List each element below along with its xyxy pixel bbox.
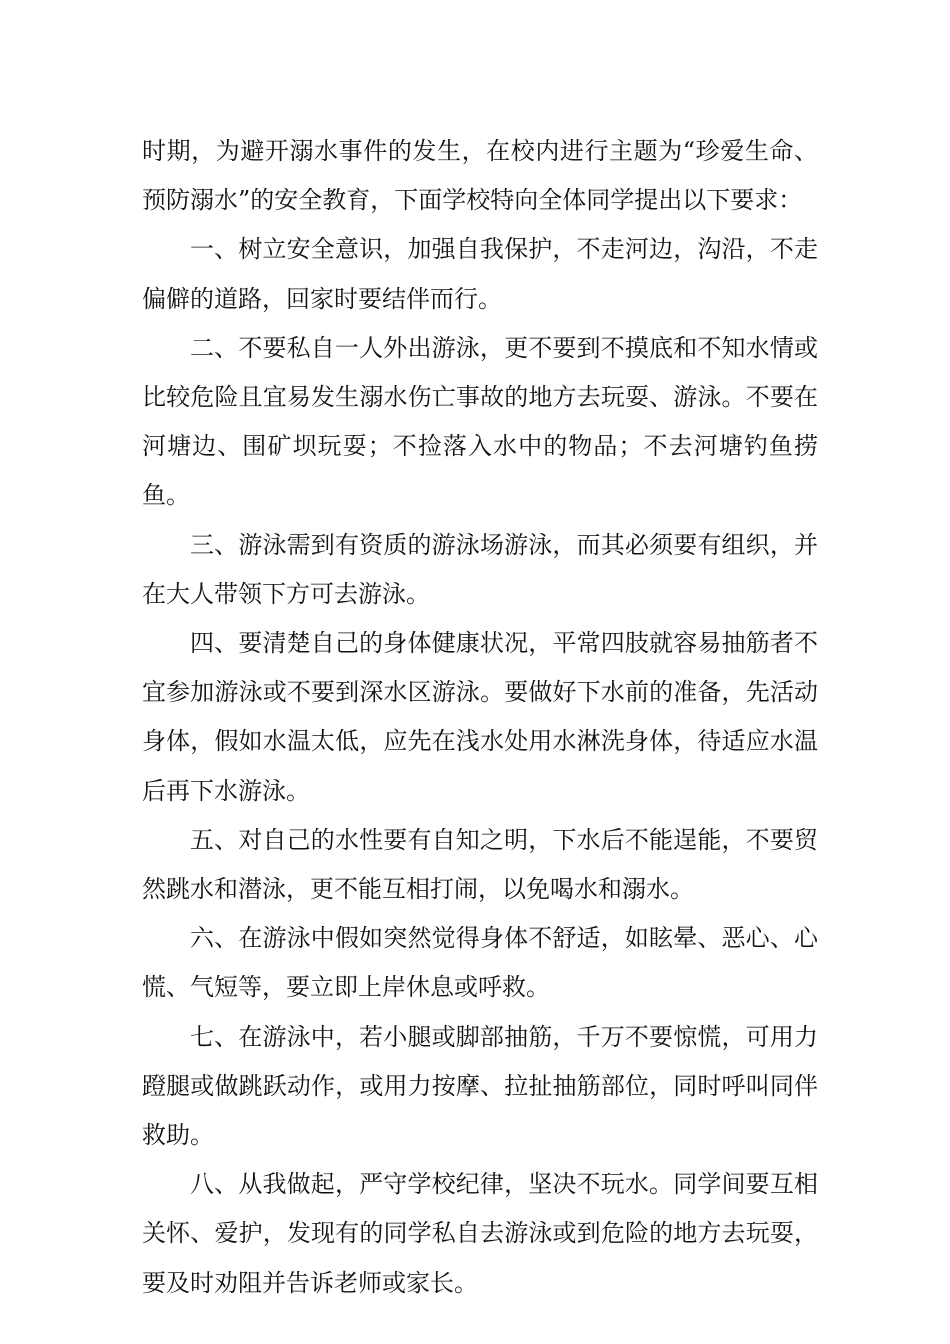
rule-3-paragraph: 三、游泳需到有资质的游泳场游泳，而其必须要有组织，并在大人带领下方可去游泳。 bbox=[142, 530, 818, 608]
rule-2-paragraph: 二、不要私自一人外出游泳，更不要到不摸底和不知水情或比较危险且宜易发生溺水伤亡事故的地方去玩耍、游泳。不要在河塘边、围矿坝玩耍；不捡落入水中的物品；不去河塘钓鱼捞鱼。 bbox=[142, 333, 818, 510]
intro-paragraph: 时期，为避开溺水事件的发生，在校内进行主题为“珍爱生命、预防溺水”的安全教育，下面学校特向全体同学提出以下要求： bbox=[142, 137, 818, 215]
rule-5-paragraph: 五、对自己的水性要有自知之明，下水后不能逞能，不要贸然跳水和潜泳，更不能互相打闹，以免喝水和溺水。 bbox=[142, 825, 818, 904]
rule-4-paragraph: 四、要清楚自己的身体健康状况，平常四肢就容易抽筋者不宜参加游泳或不要到深水区游泳。要做好下水前的准备，先活动身体，假如水温太低，应先在浅水处用水淋洗身体，待适应水温后再下水游泳。 bbox=[142, 629, 818, 805]
rule-8-paragraph: 八、从我做起，严守学校纪律，坚决不玩水。同学间要互相关怀、爱护，发现有的同学私自去游泳或到危险的地方去玩耍，要及时劝阻并告诉老师或家长。 bbox=[142, 1170, 818, 1297]
rule-6-paragraph: 六、在游泳中假如突然觉得身体不舒适，如眩晕、恶心、心慌、气短等，要立即上岸休息或呼救。 bbox=[142, 924, 818, 1002]
rule-1-paragraph: 一、树立安全意识，加强自我保护，不走河边，沟沿，不走偏僻的道路，回家时要结伴而行。 bbox=[142, 235, 818, 313]
rule-7-paragraph: 七、在游泳中，若小腿或脚部抽筋，千万不要惊慌，可用力蹬腿或做跳跃动作，或用力按摩、拉扯抽筋部位，同时呼叫同伴救助。 bbox=[142, 1022, 818, 1150]
document-body bbox=[142, 127, 818, 1308]
